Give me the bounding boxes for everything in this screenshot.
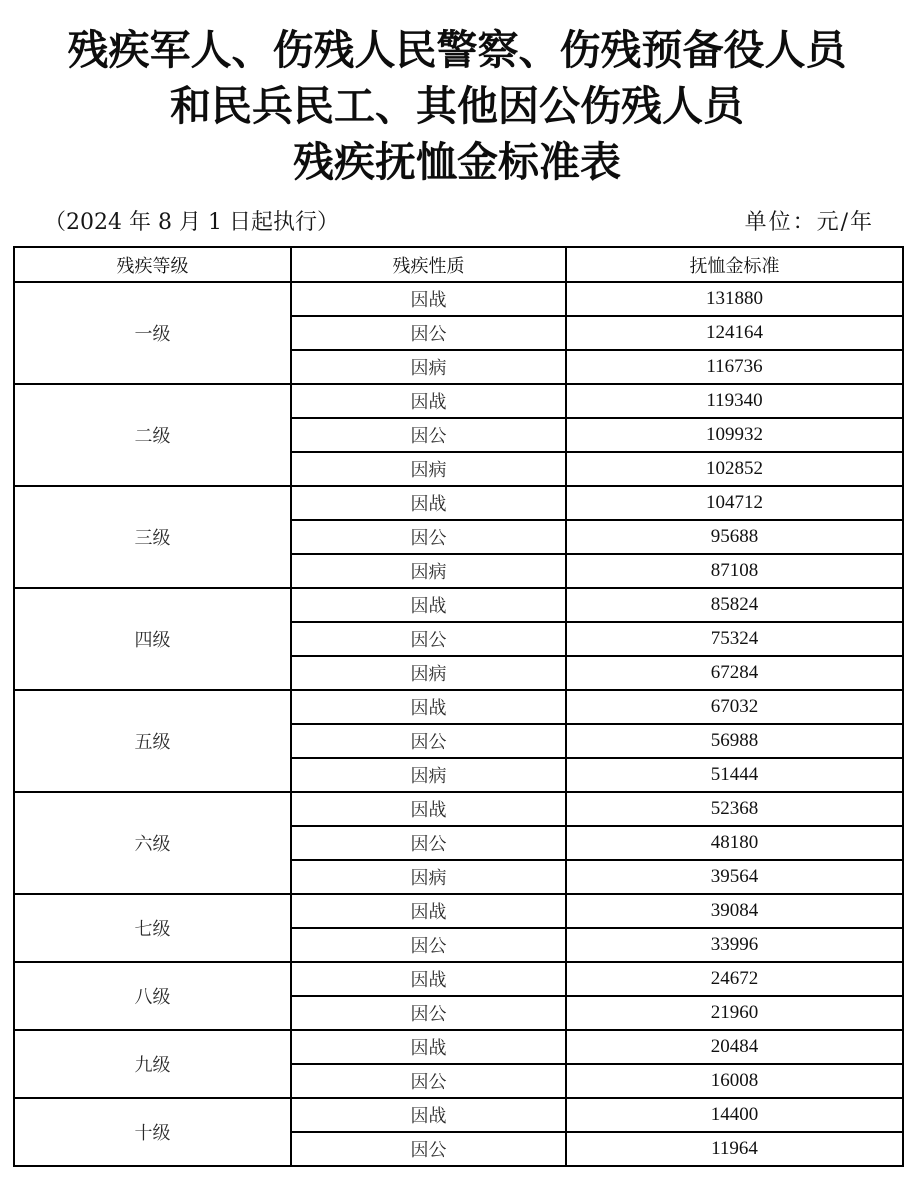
table-row [14, 384, 903, 418]
nature-cell: 因战 [291, 1030, 566, 1064]
amount-cell: 39084 [566, 894, 903, 928]
level-cell: 七级 [14, 894, 291, 962]
effective-date: （2024 年 8 月 1 日起执行） [44, 210, 339, 235]
amount-cell: 87108 [566, 554, 903, 588]
amount-cell: 56988 [566, 724, 903, 758]
amount-cell: 119340 [566, 384, 903, 418]
nature-cell: 因公 [291, 724, 566, 758]
amount-cell: 11964 [566, 1132, 903, 1166]
nature-cell: 因战 [291, 690, 566, 724]
amount-cell: 131880 [566, 282, 903, 316]
table-row [14, 282, 903, 316]
amount-cell: 116736 [566, 350, 903, 384]
table-row [14, 894, 903, 928]
amount-cell: 39564 [566, 860, 903, 894]
nature-cell: 因战 [291, 962, 566, 996]
nature-cell: 因公 [291, 996, 566, 1030]
amount-cell: 95688 [566, 520, 903, 554]
table-row [14, 1098, 903, 1132]
document-title [0, 22, 914, 190]
nature-cell: 因病 [291, 860, 566, 894]
nature-cell: 因公 [291, 1064, 566, 1098]
amount-cell: 52368 [566, 792, 903, 826]
header-disability-nature: 残疾性质 [291, 247, 566, 282]
table-caption [44, 205, 874, 241]
amount-cell: 124164 [566, 316, 903, 350]
table-row [14, 792, 903, 826]
amount-cell: 24672 [566, 962, 903, 996]
title-line-2: 和民兵民工、其他因公伤残人员 [170, 82, 744, 130]
header-disability-level: 残疾等级 [14, 247, 291, 282]
table-header-row [14, 247, 903, 282]
table-row [14, 486, 903, 520]
amount-cell: 33996 [566, 928, 903, 962]
table-row [14, 690, 903, 724]
nature-cell: 因战 [291, 282, 566, 316]
pension-standard-table [13, 246, 904, 1167]
level-cell: 一级 [14, 282, 291, 384]
level-cell: 五级 [14, 690, 291, 792]
nature-cell: 因战 [291, 486, 566, 520]
nature-cell: 因公 [291, 622, 566, 656]
nature-cell: 因病 [291, 452, 566, 486]
level-cell: 六级 [14, 792, 291, 894]
amount-cell: 109932 [566, 418, 903, 452]
nature-cell: 因公 [291, 826, 566, 860]
nature-cell: 因病 [291, 554, 566, 588]
nature-cell: 因战 [291, 894, 566, 928]
level-cell: 二级 [14, 384, 291, 486]
nature-cell: 因战 [291, 1098, 566, 1132]
level-cell: 四级 [14, 588, 291, 690]
amount-cell: 20484 [566, 1030, 903, 1064]
nature-cell: 因战 [291, 384, 566, 418]
title-line-1: 残疾军人、伤残人民警察、伤残预备役人员 [67, 26, 847, 74]
amount-cell: 21960 [566, 996, 903, 1030]
nature-cell: 因公 [291, 1132, 566, 1166]
amount-cell: 51444 [566, 758, 903, 792]
nature-cell: 因病 [291, 758, 566, 792]
table-body [14, 282, 903, 1166]
nature-cell: 因公 [291, 520, 566, 554]
level-cell: 九级 [14, 1030, 291, 1098]
amount-cell: 104712 [566, 486, 903, 520]
nature-cell: 因战 [291, 792, 566, 826]
unit-label: 单位：元/年 [744, 210, 874, 235]
amount-cell: 14400 [566, 1098, 903, 1132]
nature-cell: 因公 [291, 928, 566, 962]
level-cell: 八级 [14, 962, 291, 1030]
amount-cell: 16008 [566, 1064, 903, 1098]
nature-cell: 因病 [291, 350, 566, 384]
amount-cell: 75324 [566, 622, 903, 656]
header-pension-amount: 抚恤金标准 [566, 247, 903, 282]
nature-cell: 因病 [291, 656, 566, 690]
nature-cell: 因公 [291, 418, 566, 452]
table-row [14, 962, 903, 996]
level-cell: 三级 [14, 486, 291, 588]
nature-cell: 因公 [291, 316, 566, 350]
table-row [14, 588, 903, 622]
amount-cell: 48180 [566, 826, 903, 860]
amount-cell: 67032 [566, 690, 903, 724]
amount-cell: 85824 [566, 588, 903, 622]
title-line-3: 残疾抚恤金标准表 [293, 138, 621, 186]
amount-cell: 102852 [566, 452, 903, 486]
amount-cell: 67284 [566, 656, 903, 690]
table-row [14, 1030, 903, 1064]
level-cell: 十级 [14, 1098, 291, 1166]
nature-cell: 因战 [291, 588, 566, 622]
